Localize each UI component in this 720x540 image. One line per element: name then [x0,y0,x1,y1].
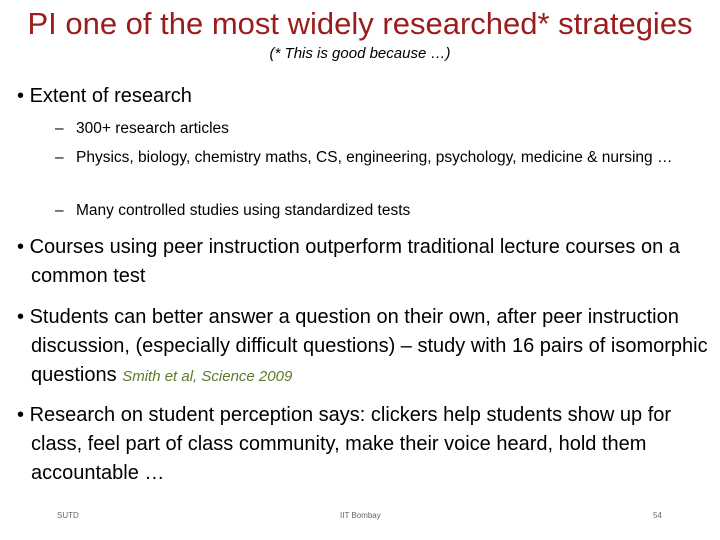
bullet-text: Research on student perception says: clickers help students show up for class, feel part of class community, make their voice heard, hold them accountable … [29,404,672,484]
bullet-extent-of-research [17,82,720,111]
sub-bullet-controlled-studies [55,198,716,223]
sub-bullet-text: 300+ research articles [76,120,229,137]
slide-subtitle: (* This is good because …) [269,45,451,62]
footer-left: SUTD [57,511,79,520]
dash-symbol: – [55,120,64,137]
sub-bullet-text: Many controlled studies using standardized tests [76,202,411,219]
page-number: 54 [653,511,662,520]
dash-symbol: – [55,202,64,219]
bullet-text: Extent of research [29,85,192,107]
bullet-symbol: • [17,306,25,328]
bullet-text: Courses using peer instruction outperform traditional lecture courses on a common test [29,236,680,287]
citation: Smith et al, Science 2009 [122,368,293,385]
bullet-students-answer [17,303,720,391]
footer-center: IIT Bombay [340,511,381,520]
bullet-symbol: • [17,85,25,107]
bullet-symbol: • [17,404,25,426]
bullet-symbol: • [17,236,25,258]
sub-bullet-disciplines [55,145,716,170]
sub-bullet-text: Physics, biology, chemistry maths, CS, engineering, psychology, medicine & nursing … [76,149,673,166]
slide-title: PI one of the most widely researched* strategies [27,6,693,41]
sub-bullet-articles [55,116,716,141]
bullet-courses-outperform [17,233,720,291]
bullet-student-perception [17,401,720,488]
bullet-text: Students can better answer a question on their own, after peer instruction discussion, (especially difficult questions) – study with 16 pairs of isomorphic questions [29,306,708,386]
dash-symbol: – [55,149,64,166]
